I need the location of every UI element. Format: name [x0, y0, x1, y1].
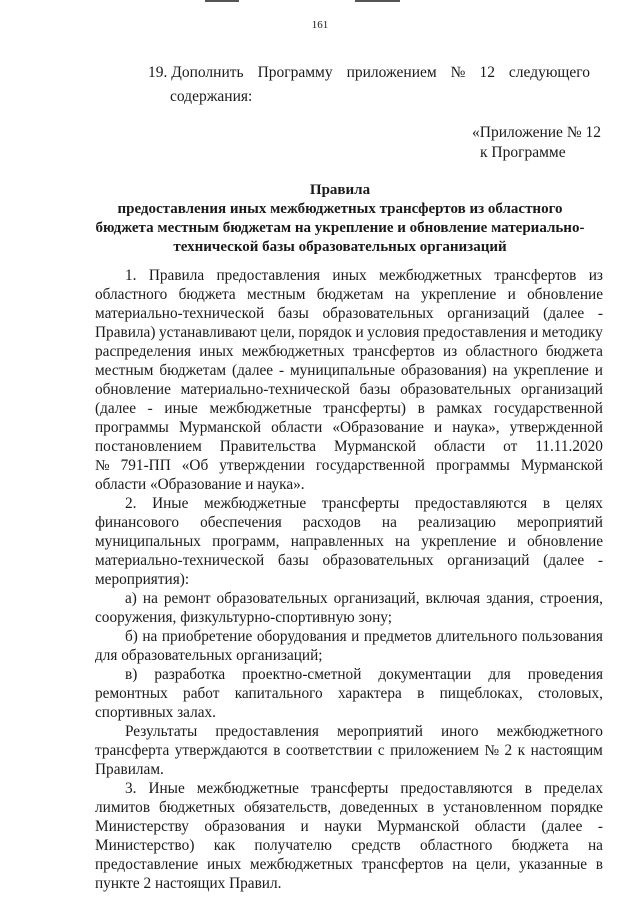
document-title-line3: бюджета местным бюджетам на укрепление и обновление материально-	[95, 220, 585, 236]
intro-word: 19. Дополнить	[148, 64, 244, 81]
amendment-intro-line2: содержания:	[170, 88, 253, 105]
intro-word: 12	[479, 64, 495, 81]
text-line: распределения иных межбюджетных трансфертов из областного бюджета	[95, 343, 603, 360]
amendment-intro	[148, 61, 590, 109]
text-line: Министерство) как получателю средств областного бюджета на	[95, 837, 603, 854]
page-number: 161	[311, 19, 329, 31]
text-line: Министерству образования и науки Мурманской области (далее -	[95, 818, 603, 835]
intro-word: Программу	[257, 64, 333, 81]
text-line: материально-технической базы образовательных организаций (далее -	[95, 552, 603, 569]
text-line: трансферта утверждаются в соответствии с приложением № 2 к настоящим	[95, 742, 603, 759]
text-line: местным бюджетам (далее - муниципальные образования) на укрепление и	[95, 362, 603, 379]
intro-word: следующего	[508, 64, 590, 81]
paragraph-p1	[95, 266, 603, 494]
document-title-line1: Правила	[309, 182, 371, 198]
text-line: пункте 2 настоящих Правил.	[95, 875, 282, 892]
text-line: б) на приобретение оборудования и предметов длительного пользования	[125, 628, 603, 645]
scan-mark-right	[355, 0, 400, 2]
text-line: лимитов бюджетных обязательств, доведенных в установленном порядке	[95, 799, 603, 816]
document-body	[95, 266, 603, 893]
annex-reference	[472, 123, 612, 163]
paragraph-pa	[95, 589, 603, 627]
text-line: области «Образование и наука».	[95, 476, 305, 493]
text-line: материально-технической базы образовательных организаций (далее -	[95, 305, 603, 322]
paragraph-pc	[95, 665, 603, 722]
text-line: предоставление иных межбюджетных трансфертов на цели, указанные в	[95, 856, 603, 873]
text-line: мероприятия):	[95, 571, 190, 588]
text-line: Правила) устанавливают цели, порядок и условия предоставления и методику	[95, 324, 603, 341]
text-line: Правилам.	[95, 761, 164, 778]
amendment-intro-line1	[148, 61, 590, 85]
annex-reference-line2: к Программе	[480, 144, 566, 161]
text-line: областного бюджета местным бюджетам на укрепление и обновление	[95, 286, 603, 303]
text-line: в) разработка проектно-сметной документации для проведения	[125, 666, 603, 683]
text-line: № 791-ПП «Об утверждении государственной программы Мурманской	[95, 457, 603, 474]
text-line: а) на ремонт образовательных организаций, включая здания, строения,	[125, 590, 603, 607]
text-line: сооружения, физкультурно-спортивную зону;	[95, 609, 392, 626]
text-line: муниципальных программ, направленных на укрепление и обновление	[95, 533, 603, 550]
text-line: постановлением Правительства Мурманской области от 11.11.2020	[95, 438, 603, 455]
text-line: 3. Иные межбюджетные трансферты предоставляются в пределах	[125, 780, 603, 797]
text-line: 1. Правила предоставления иных межбюджетных трансфертов из	[125, 267, 603, 284]
text-line: программы Мурманской области «Образование и наука», утвержденной	[95, 419, 603, 436]
document-title	[80, 181, 600, 257]
text-line: финансового обеспечения расходов на реализацию мероприятий	[95, 514, 603, 531]
text-line: (далее - иные межбюджетные трансферты) в рамках государственной	[95, 400, 603, 417]
text-line: для образовательных организаций;	[95, 647, 323, 664]
text-line: обновление материально-технической базы образовательных организаций	[95, 381, 603, 398]
paragraph-p3	[95, 779, 603, 893]
paragraph-p2	[95, 494, 603, 589]
intro-word: приложением	[346, 64, 437, 81]
scan-mark-left	[205, 0, 239, 2]
document-title-line2: предоставления иных межбюджетных трансфертов из областного	[117, 201, 563, 217]
text-line: 2. Иные межбюджетные трансферты предоставляются в целях	[125, 495, 603, 512]
document-title-line4: технической базы образовательных организаций	[173, 239, 507, 255]
paragraph-p-results	[95, 722, 603, 779]
annex-reference-line1: «Приложение № 12	[472, 124, 601, 141]
text-line: спортивных залах.	[95, 704, 216, 721]
intro-word: №	[450, 64, 466, 81]
paragraph-pb	[95, 627, 603, 665]
text-line: Результаты предоставления мероприятий иного межбюджетного	[125, 723, 603, 740]
text-line: ремонтных работ капитального характера в пищеблоках, столовых,	[95, 685, 603, 702]
